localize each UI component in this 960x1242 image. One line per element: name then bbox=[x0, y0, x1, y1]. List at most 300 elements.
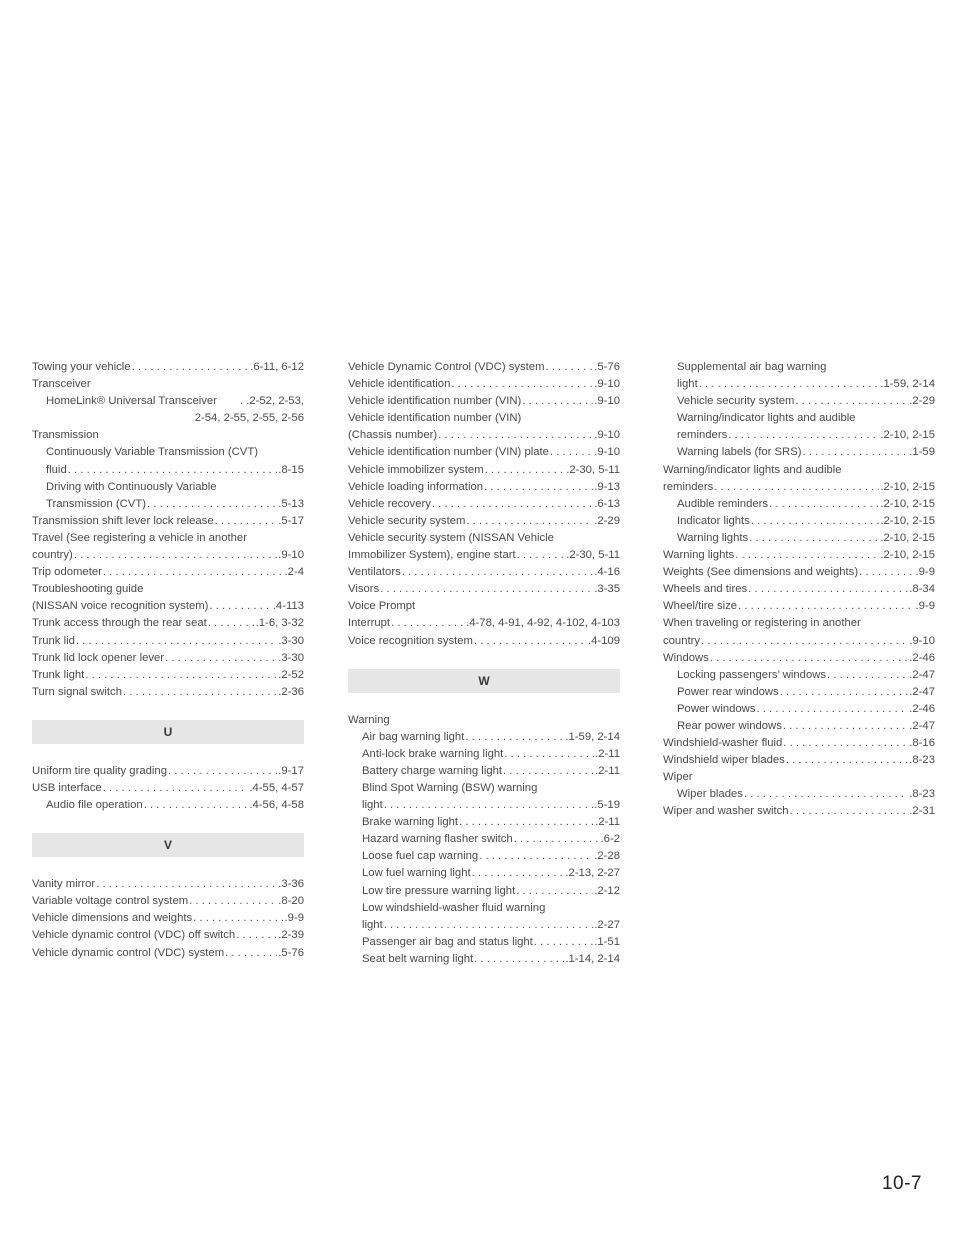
dot-leader bbox=[504, 746, 594, 763]
index-entry-term: Visors bbox=[348, 583, 380, 596]
index-entry-term: Low fuel warning light bbox=[362, 867, 471, 880]
index-entry-page: .2-29 bbox=[909, 395, 935, 408]
index-entry-page: .9-13 bbox=[594, 480, 620, 493]
dot-leader bbox=[168, 763, 277, 780]
index-entry bbox=[663, 513, 935, 530]
index-entry-term: Warning/indicator lights and audible bbox=[677, 412, 856, 425]
index-entry-page: .3-30 bbox=[278, 651, 304, 664]
index-entry-term: Trip odometer bbox=[32, 566, 102, 579]
dot-leader bbox=[225, 945, 277, 962]
index-entry-term: Vehicle security system bbox=[677, 395, 795, 408]
index-entry bbox=[32, 513, 304, 530]
index-entry-page: .2-30, 5-11 bbox=[566, 549, 620, 562]
index-entry bbox=[663, 393, 935, 410]
dot-leader bbox=[699, 376, 880, 393]
index-entry-term: Vehicle recovery bbox=[348, 497, 431, 510]
index-entry-term: Trunk lid lock opener lever bbox=[32, 651, 165, 664]
index-entry bbox=[32, 763, 304, 780]
index-entry-term: Vanity mirror bbox=[32, 878, 96, 891]
index-entry-term: When traveling or registering in another bbox=[663, 617, 861, 630]
index-entry-term: Battery charge warning light bbox=[362, 764, 503, 777]
index-entry-term: Towing your vehicle bbox=[32, 361, 131, 373]
index-entry-page: .1-59, 2-14 bbox=[880, 378, 935, 391]
index-entry-page: .2-46 bbox=[909, 702, 935, 715]
dot-leader bbox=[728, 427, 879, 444]
index-entry-term: Wiper bbox=[663, 771, 693, 784]
index-entry-term: Vehicle identification number (VIN) plate bbox=[348, 446, 549, 459]
index-entry bbox=[32, 393, 304, 410]
index-entry bbox=[348, 763, 620, 780]
index-entry-page: .5-76 bbox=[278, 946, 304, 959]
dot-leader bbox=[484, 479, 593, 496]
index-entry-term: Vehicle identification number (VIN) bbox=[348, 412, 522, 425]
dot-leader bbox=[756, 701, 908, 718]
index-entry-page: .4-56, 4-58 bbox=[249, 799, 304, 812]
index-entry-term: Warning labels (for SRS) bbox=[677, 446, 802, 459]
index-entry bbox=[663, 735, 935, 752]
index-entry-term: Variable voltage control system bbox=[32, 895, 189, 908]
index-entry-page: .2-13, 2-27 bbox=[565, 867, 620, 880]
index-entry-page: .2-29 bbox=[594, 514, 620, 527]
index-entry-term: Warning bbox=[348, 713, 390, 726]
index-entry-term: Voice Prompt bbox=[348, 600, 416, 613]
index-entry bbox=[663, 496, 935, 513]
index-entry-term: Audio file operation bbox=[46, 799, 143, 812]
index-entry-page: .6-13 bbox=[594, 497, 620, 510]
index-entry bbox=[348, 934, 620, 951]
index-entry bbox=[348, 615, 620, 632]
index-entry-page: .9-9 bbox=[915, 566, 935, 579]
dot-leader bbox=[74, 547, 277, 564]
dot-leader bbox=[402, 564, 594, 581]
index-entry-term: HomeLink® Universal Transceiver bbox=[46, 395, 217, 408]
index-entry bbox=[32, 650, 304, 667]
index-entry-page: .9-10 bbox=[594, 446, 620, 459]
index-entry bbox=[663, 444, 935, 461]
dot-leader bbox=[451, 376, 593, 393]
index-entry-term: Rear power windows bbox=[677, 719, 782, 732]
index-entry bbox=[663, 803, 935, 820]
index-entry-term: country bbox=[663, 634, 701, 647]
index-entry-term: USB interface bbox=[32, 781, 102, 794]
index-entry-page: .2-52 bbox=[278, 668, 304, 681]
index-entry-page: .2-31 bbox=[909, 805, 935, 818]
index-entry-page: .1-59 bbox=[909, 446, 935, 459]
index-entry-page: .1-6, 3-32 bbox=[255, 617, 304, 630]
index-entry bbox=[663, 718, 935, 735]
dot-leader bbox=[432, 496, 593, 513]
index-entry-term: Transmission bbox=[32, 429, 99, 442]
index-entry bbox=[348, 746, 620, 763]
index-entry-term: Air bag warning light bbox=[362, 730, 465, 743]
index-entry bbox=[348, 444, 620, 461]
index-entry-term: Windows bbox=[663, 651, 709, 664]
dot-leader bbox=[479, 848, 593, 865]
dot-leader bbox=[215, 513, 278, 530]
dot-leader bbox=[466, 513, 593, 530]
index-entry bbox=[663, 701, 935, 718]
index-entry-page: .9-17 bbox=[278, 764, 304, 777]
dot-leader bbox=[701, 633, 908, 650]
index-entry bbox=[32, 496, 304, 513]
index-entry-term: Vehicle security system (NISSAN Vehicle bbox=[348, 531, 554, 544]
index-entry bbox=[348, 462, 620, 479]
index-entry-term: Vehicle identification bbox=[348, 378, 451, 391]
index-entry bbox=[348, 951, 620, 968]
index-entry-term: Vehicle immobilizer system bbox=[348, 463, 484, 476]
index-entry bbox=[348, 479, 620, 496]
dot-leader bbox=[783, 718, 908, 735]
index-entry bbox=[663, 581, 935, 598]
index-entry-term: Vehicle identification number (VIN) bbox=[348, 395, 522, 408]
index-entry bbox=[32, 910, 304, 927]
index-entry-term: light bbox=[362, 918, 383, 931]
index-entry-term: Immobilizer System), engine start bbox=[348, 549, 516, 562]
index-entry bbox=[32, 633, 304, 650]
dot-leader bbox=[859, 564, 914, 581]
index-entry-page: .9-10 bbox=[909, 634, 935, 647]
dot-leader bbox=[714, 479, 879, 496]
dot-leader bbox=[472, 865, 565, 882]
index-entry bbox=[348, 917, 620, 934]
index-entry-term: Voice recognition system bbox=[348, 634, 473, 647]
index-entry-page: .6-11, 6-12 bbox=[250, 361, 304, 373]
index-entry-term: Supplemental air bag warning bbox=[677, 361, 827, 373]
index-entry-page: .3-36 bbox=[278, 878, 304, 891]
dot-leader bbox=[710, 650, 908, 667]
dot-leader bbox=[68, 462, 278, 479]
index-entry bbox=[348, 848, 620, 865]
dot-leader bbox=[193, 910, 283, 927]
dot-leader bbox=[522, 393, 593, 410]
index-entry-page: .1-59, 2-14 bbox=[565, 730, 620, 743]
index-entry-page: .2-10, 2-15 bbox=[880, 480, 935, 493]
dot-leader bbox=[516, 883, 593, 900]
index-entry-term: Uniform tire quality grading bbox=[32, 764, 167, 777]
index-entry-page: .9-10 bbox=[594, 429, 620, 442]
dot-leader bbox=[474, 633, 587, 650]
dot-leader bbox=[165, 650, 277, 667]
index-column-3 bbox=[663, 359, 935, 821]
dot-leader bbox=[465, 729, 564, 746]
index-entry-term: Wiper and washer switch bbox=[663, 805, 789, 818]
index-entry-page: .5-17 bbox=[278, 514, 304, 527]
index-entry-term: Driving with Continuously Variable bbox=[46, 480, 217, 493]
index-entry-page: .8-16 bbox=[909, 737, 935, 750]
index-entry-page: .9-10 bbox=[594, 395, 620, 408]
index-entry-term: Interrupt bbox=[348, 617, 391, 630]
index-entry-continuation: 2-54, 2-55, 2-55, 2-56 bbox=[194, 412, 304, 425]
index-entry-term: Transmission (CVT) bbox=[46, 497, 147, 510]
index-entry bbox=[32, 598, 304, 615]
section-header: W bbox=[348, 669, 620, 693]
index-entry-term: Vehicle loading information bbox=[348, 480, 484, 493]
dot-leader bbox=[459, 814, 594, 831]
index-entry-term: Trunk access through the rear seat bbox=[32, 617, 207, 630]
index-entry-page: .4-55, 4-57 bbox=[249, 781, 304, 794]
index-entry bbox=[348, 564, 620, 581]
index-entry-term: Windshield wiper blades bbox=[663, 754, 785, 767]
dot-leader bbox=[147, 496, 277, 513]
index-entry-term: Low windshield-washer fluid warning bbox=[362, 901, 546, 914]
dot-leader bbox=[485, 462, 566, 479]
index-entry-page: .9-10 bbox=[278, 549, 304, 562]
dot-leader bbox=[744, 786, 908, 803]
dot-leader bbox=[144, 797, 249, 814]
dot-leader bbox=[384, 797, 594, 814]
index-entry-page: .2-27 bbox=[594, 918, 620, 931]
index-entry-term: Trunk lid bbox=[32, 634, 75, 647]
index-entry-page: .4-16 bbox=[594, 566, 620, 579]
index-entry-term: Continuously Variable Transmission (CVT) bbox=[46, 446, 258, 459]
index-entry-term: Ventilators bbox=[348, 566, 401, 579]
index-entry-term: Weights (See dimensions and weights) bbox=[663, 566, 859, 579]
index-entry-term: Wheel/tire size bbox=[663, 600, 738, 613]
index-entry-term: Audible reminders bbox=[677, 497, 769, 510]
index-entry bbox=[348, 427, 620, 444]
index-entry bbox=[32, 797, 304, 814]
index-entry-page: .2-47 bbox=[909, 685, 935, 698]
dot-leader bbox=[751, 513, 880, 530]
index-entry bbox=[32, 876, 304, 893]
index-entry bbox=[32, 945, 304, 962]
index-entry-term: Transmission shift lever lock release bbox=[32, 514, 214, 527]
index-entry bbox=[32, 462, 304, 479]
dot-leader bbox=[769, 496, 879, 513]
section-header: U bbox=[32, 720, 304, 744]
index-entry bbox=[663, 479, 935, 496]
index-entry-page: .4-109 bbox=[587, 634, 620, 647]
index-entry bbox=[663, 650, 935, 667]
index-entry-term: Warning lights bbox=[663, 549, 735, 562]
index-entry-page: .8-23 bbox=[909, 754, 935, 767]
index-column-1 bbox=[32, 359, 304, 962]
index-entry bbox=[348, 547, 620, 564]
index-entry-page: .2-39 bbox=[278, 929, 304, 942]
dot-leader bbox=[236, 927, 277, 944]
dot-leader bbox=[474, 951, 564, 968]
index-entry bbox=[663, 598, 935, 615]
index-entry bbox=[32, 780, 304, 797]
index-entry-term: reminders bbox=[677, 429, 728, 442]
index-entry-term: Brake warning light bbox=[362, 816, 459, 829]
index-entry-page: . .2-52, 2-53, bbox=[239, 395, 304, 408]
dot-leader bbox=[96, 876, 277, 893]
dot-leader bbox=[803, 444, 909, 461]
index-entry bbox=[348, 883, 620, 900]
index-entry-term: Locking passengers’ windows bbox=[677, 668, 827, 681]
index-entry-page: .9-10 bbox=[594, 378, 620, 391]
dot-leader bbox=[438, 427, 593, 444]
index-entry bbox=[32, 547, 304, 564]
dot-leader bbox=[76, 633, 277, 650]
index-entry bbox=[663, 547, 935, 564]
index-entry bbox=[32, 893, 304, 910]
dot-leader bbox=[749, 530, 879, 547]
index-entry-page: .1-51 bbox=[594, 935, 620, 948]
dot-leader bbox=[748, 581, 908, 598]
index-entry-term: Windshield-washer fluid bbox=[663, 737, 783, 750]
index-entry bbox=[348, 513, 620, 530]
index-entry-term: (NISSAN voice recognition system) bbox=[32, 600, 209, 613]
index-entry-page: .4-113 bbox=[272, 600, 304, 613]
index-entry bbox=[32, 927, 304, 944]
index-entry-page: .2-11 bbox=[595, 816, 620, 829]
dot-leader bbox=[795, 393, 908, 410]
index-entry-term: Vehicle Dynamic Control (VDC) system bbox=[348, 361, 545, 373]
dot-leader bbox=[391, 615, 465, 632]
dot-leader bbox=[123, 684, 277, 701]
index-entry bbox=[663, 684, 935, 701]
dot-leader bbox=[827, 667, 908, 684]
index-entry-page: .2-28 bbox=[594, 850, 620, 863]
dot-leader bbox=[738, 598, 914, 615]
index-entry bbox=[32, 684, 304, 701]
dot-leader bbox=[514, 831, 600, 848]
index-entry-page: .6-2 bbox=[600, 833, 620, 846]
index-entry bbox=[663, 786, 935, 803]
index-entry bbox=[348, 729, 620, 746]
index-entry-page: .2-46 bbox=[909, 651, 935, 664]
index-entry-term: Trunk light bbox=[32, 668, 85, 681]
index-entry-page: .2-10, 2-15 bbox=[880, 531, 935, 544]
dot-leader bbox=[208, 615, 255, 632]
index-entry-page: .2-47 bbox=[909, 668, 935, 681]
index-entry bbox=[348, 496, 620, 513]
page-number: 10-7 bbox=[881, 1173, 922, 1194]
index-entry bbox=[348, 393, 620, 410]
index-entry-page: .2-4 bbox=[284, 566, 304, 579]
index-entry bbox=[32, 615, 304, 632]
index-entry bbox=[32, 359, 304, 376]
index-entry-term: Hazard warning flasher switch bbox=[362, 833, 513, 846]
dot-leader bbox=[780, 684, 909, 701]
index-entry-page: .2-11 bbox=[595, 747, 620, 760]
index-entry-page: .5-19 bbox=[594, 799, 620, 812]
index-entry bbox=[663, 376, 935, 393]
index-entry bbox=[348, 797, 620, 814]
index-entry-page: .9-9 bbox=[915, 600, 935, 613]
index-entry-page: .9-9 bbox=[284, 912, 304, 925]
dot-leader bbox=[783, 735, 908, 752]
index-entry bbox=[348, 865, 620, 882]
index-entry-page: .2-30, 5-11 bbox=[566, 463, 620, 476]
index-entry-page: .1-14, 2-14 bbox=[565, 952, 620, 965]
index-entry bbox=[348, 376, 620, 393]
dot-leader bbox=[786, 752, 908, 769]
dot-leader bbox=[380, 581, 593, 598]
index-column-2 bbox=[348, 359, 620, 968]
index-entry-page: .8-23 bbox=[909, 788, 935, 801]
index-entry-term: Travel (See registering a vehicle in another bbox=[32, 531, 247, 544]
index-entry-term: Power rear windows bbox=[677, 685, 779, 698]
index-entry-term: Anti-lock brake warning light bbox=[362, 747, 504, 760]
index-entry bbox=[663, 752, 935, 769]
dot-leader bbox=[103, 564, 284, 581]
index-entry-term: Seat belt warning light bbox=[362, 952, 474, 965]
index-entry bbox=[32, 564, 304, 581]
index-entry-term: light bbox=[362, 799, 383, 812]
index-entry-page: .2-47 bbox=[909, 719, 935, 732]
index-entry-term: Indicator lights bbox=[677, 514, 750, 527]
index-entry-term: (Chassis number) bbox=[348, 429, 438, 442]
index-entry-term: Transceiver bbox=[32, 378, 91, 391]
index-entry-page: .5-76 bbox=[594, 361, 620, 373]
dot-leader bbox=[384, 917, 594, 934]
index-entry bbox=[663, 564, 935, 581]
index-entry-term: Turn signal switch bbox=[32, 685, 122, 698]
index-entry-term: light bbox=[677, 378, 698, 391]
dot-leader bbox=[103, 780, 249, 797]
index-entry-term: reminders bbox=[663, 480, 714, 493]
index-entry-page: .8-20 bbox=[278, 895, 304, 908]
dot-leader bbox=[546, 359, 594, 376]
index-entry bbox=[348, 831, 620, 848]
index-entry-term: Passenger air bag and status light bbox=[362, 935, 533, 948]
index-entry bbox=[348, 359, 620, 376]
index-entry-term: Wheels and tires bbox=[663, 583, 748, 596]
dot-leader bbox=[534, 934, 593, 951]
index-entry-page: .2-12 bbox=[594, 884, 620, 897]
index-entry-term: Warning lights bbox=[677, 531, 749, 544]
index-entry-term: Power windows bbox=[677, 702, 756, 715]
dot-leader bbox=[517, 547, 566, 564]
index-entry-term: Vehicle dynamic control (VDC) system bbox=[32, 946, 225, 959]
index-entry-page: .3-35 bbox=[594, 583, 620, 596]
index-entry-page: .2-10, 2-15 bbox=[880, 497, 935, 510]
index-entry-term: Vehicle dimensions and weights bbox=[32, 912, 193, 925]
dot-leader bbox=[189, 893, 277, 910]
index-entry-page: .2-36 bbox=[278, 685, 304, 698]
index-entry-page: .2-11 bbox=[595, 764, 620, 777]
dot-leader bbox=[503, 763, 594, 780]
index-entry bbox=[32, 667, 304, 684]
index-entry bbox=[348, 633, 620, 650]
index-entry-term: Blind Spot Warning (BSW) warning bbox=[362, 781, 538, 794]
index-entry-term: Low tire pressure warning light bbox=[362, 884, 516, 897]
index-entry-term: Loose fuel cap warning bbox=[362, 850, 479, 863]
index-entry-term: Warning/indicator lights and audible bbox=[663, 463, 842, 476]
index-entry bbox=[663, 427, 935, 444]
index-entry-page: .3-30 bbox=[278, 634, 304, 647]
index-entry bbox=[663, 667, 935, 684]
index-entry-term: fluid bbox=[46, 463, 67, 476]
dot-leader bbox=[132, 359, 250, 376]
section-header: V bbox=[32, 833, 304, 857]
index-entry-page: .2-10, 2-15 bbox=[880, 514, 935, 527]
index-entry-term: Troubleshooting guide bbox=[32, 583, 144, 596]
index-entry-page: .5-13 bbox=[278, 497, 304, 510]
dot-leader bbox=[209, 598, 271, 615]
dot-leader bbox=[790, 803, 909, 820]
index-entry-page: .8-34 bbox=[909, 583, 935, 596]
dot-leader bbox=[550, 444, 593, 461]
index-entry-page: .4-78, 4-91, 4-92, 4-102, 4-103 bbox=[466, 617, 620, 630]
index-entry bbox=[663, 530, 935, 547]
index-entry-page: .2-10, 2-15 bbox=[880, 549, 935, 562]
index-entry bbox=[348, 581, 620, 598]
index-entry bbox=[663, 633, 935, 650]
index-entry-page: .8-15 bbox=[278, 463, 304, 476]
dot-leader bbox=[735, 547, 879, 564]
dot-leader bbox=[85, 667, 277, 684]
index-entry-term: Vehicle dynamic control (VDC) off switch bbox=[32, 929, 236, 942]
index-entry-term: Wiper blades bbox=[677, 788, 743, 801]
index-entry bbox=[348, 814, 620, 831]
index-entry-term: country) bbox=[32, 549, 73, 562]
index-entry-term: Vehicle security system bbox=[348, 514, 466, 527]
index-entry-page: .2-10, 2-15 bbox=[880, 429, 935, 442]
